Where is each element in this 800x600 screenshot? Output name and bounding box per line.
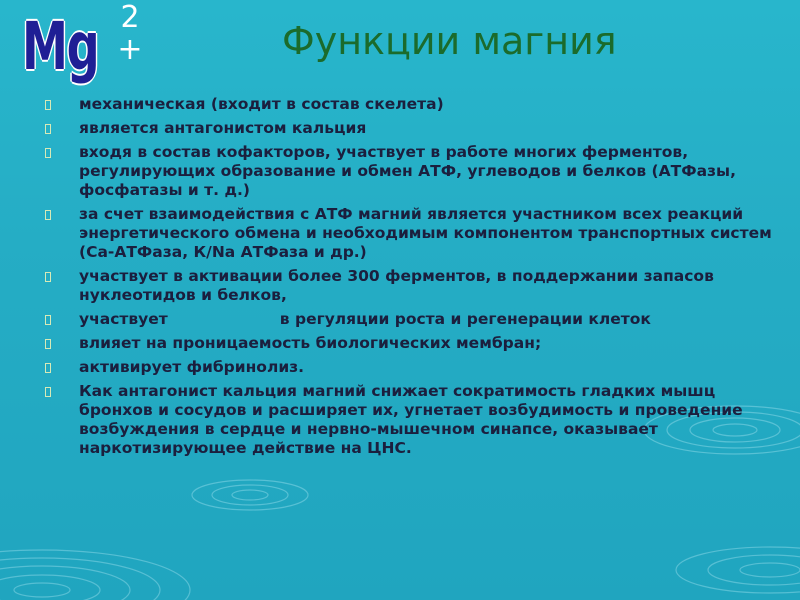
list-item: [36, 382, 786, 458]
list-item-text: входя в состав кофакторов, участвует в работе многих ферментов, регулирующих образование и обмен АТФ, углеводов и белков (АТФазы, фосфатазы и т. д.): [79, 143, 736, 199]
list-item-text-end: в регуляции роста и регенерации клеток: [279, 310, 651, 328]
list-item-text: за счет взаимодействия с АТФ магний является участником всех реакций энергетического обмена и необходимым компонентом транспортных систем (Са-АТФаза, К/Na АТФаза и др.): [79, 205, 772, 261]
hollow-square-bullet-icon: [45, 210, 51, 220]
list-item: [36, 310, 786, 329]
hollow-square-bullet-icon: [45, 148, 51, 158]
list-item: [36, 267, 786, 305]
hollow-square-bullet-icon: [45, 100, 51, 110]
hollow-square-bullet-icon: [45, 387, 51, 397]
list-item: [36, 205, 786, 262]
hollow-square-bullet-icon: [45, 272, 51, 282]
list-item-text: является антагонистом кальция: [79, 119, 367, 137]
magnesium-symbol: Mg: [22, 8, 99, 85]
list-item-text: влияет на проницаемость биологических мембран;: [79, 334, 542, 352]
hollow-square-bullet-icon: [45, 363, 51, 373]
functions-list: [36, 95, 786, 463]
list-item: [36, 95, 786, 114]
list-item: [36, 119, 786, 138]
hollow-square-bullet-icon: [45, 315, 51, 325]
list-item-text: участвует в активации более 300 ферментов, в поддержании запасов нуклеотидов и белков,: [79, 267, 714, 304]
list-item: [36, 334, 786, 353]
list-item: [36, 358, 786, 377]
list-item-text-start: участвует: [79, 310, 168, 328]
hollow-square-bullet-icon: [45, 124, 51, 134]
list-item-text: активирует фибринолиз.: [79, 358, 305, 376]
list-item-text: Как антагонист кальция магний снижает сократимость гладких мышц бронхов и сосудов и расширяет их, угнетает возбудимость и проведение возбуждения в сердце и нервно-мышечном синапсе, оказывает наркотизирующее действие на ЦНС.: [79, 382, 743, 457]
hollow-square-bullet-icon: [45, 339, 51, 349]
ion-charge: 2+: [117, 0, 143, 67]
list-item-text: механическая (входит в состав скелета): [79, 95, 444, 113]
slide-title: Функции магния: [282, 19, 617, 63]
list-item: [36, 143, 786, 200]
